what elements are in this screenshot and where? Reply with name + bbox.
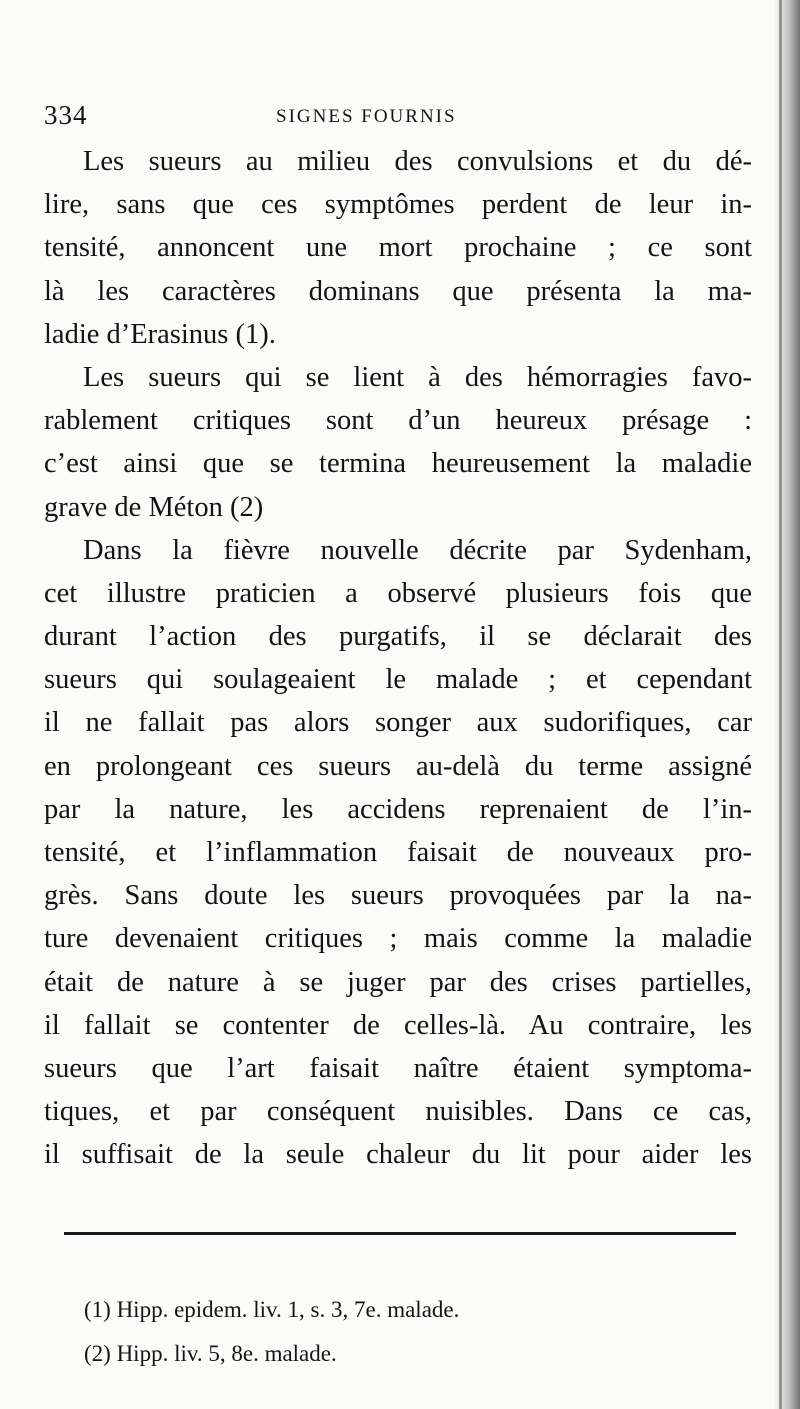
- text-line: Dans la fièvre nouvelle décrite par Sydenham,: [83, 534, 752, 566]
- text-line: Les sueurs au milieu des convulsions et du dé-: [83, 146, 752, 177]
- text-line: c’est ainsi que se termina heureusement la maladie: [44, 448, 752, 480]
- running-head: SIGNES FOURNIS: [276, 106, 457, 127]
- text-line: là les caractères dominans que présenta la ma-: [44, 275, 752, 307]
- text-line: en prolongeant ces sueurs au-delà du terme assigné: [44, 750, 752, 782]
- text-line: il ne fallait pas alors songer aux sudorifiques, car: [44, 707, 752, 739]
- page-edge-line: [779, 0, 782, 1409]
- footnotes: [84, 1288, 704, 1376]
- text-line: grave de Méton (2): [44, 491, 264, 523]
- text-line: il fallait se contenter de celles-là. Au contraire, les: [44, 1009, 752, 1041]
- text-line: tiques, et par conséquent nuisibles. Dans ce cas,: [44, 1096, 752, 1128]
- paragraph: [44, 529, 752, 1177]
- text-line: tensité, et l’inflammation faisait de nouveaux pro-: [44, 837, 752, 868]
- text-line: rablement critiques sont d’un heureux présage :: [44, 405, 752, 437]
- text-line: était de nature à se juger par des crises partielles,: [44, 966, 752, 998]
- footnote-separator: [64, 1232, 736, 1235]
- text-line: cet illustre praticien a observé plusieurs fois que: [44, 577, 752, 609]
- page-header: [44, 100, 744, 140]
- body-text: [44, 140, 752, 1177]
- paragraph: [44, 140, 752, 356]
- footnote: (1) Hipp. epidem. liv. 1, s. 3, 7e. malade.: [84, 1297, 460, 1322]
- text-line: sueurs que l’art faisait naître étaient symptoma-: [44, 1052, 752, 1084]
- footnote: (2) Hipp. liv. 5, 8e. malade.: [84, 1341, 337, 1366]
- text-line: Les sueurs qui se lient à des hémorragies favo-: [83, 361, 752, 393]
- text-line: sueurs qui soulageaient le malade ; et cependant: [44, 664, 752, 696]
- text-line: durant l’action des purgatifs, il se déclarait des: [44, 621, 752, 653]
- text-line: grès. Sans doute les sueurs provoquées par la na-: [44, 880, 752, 912]
- text-line: ladie d’Erasinus (1).: [44, 318, 276, 350]
- text-line: tensité, annoncent une mort prochaine ; ce sont: [44, 232, 752, 264]
- text-line: par la nature, les accidens reprenaient de l’in-: [44, 793, 752, 825]
- page-edge-shadow: [774, 0, 800, 1409]
- text-line: il suffisait de la seule chaleur du lit pour aider les: [44, 1139, 752, 1171]
- text-line: ture devenaient critiques ; mais comme la maladie: [44, 923, 752, 955]
- text-line: lire, sans que ces symptômes perdent de leur in-: [44, 189, 752, 221]
- paragraph: [44, 356, 752, 529]
- page-number: 334: [44, 100, 88, 130]
